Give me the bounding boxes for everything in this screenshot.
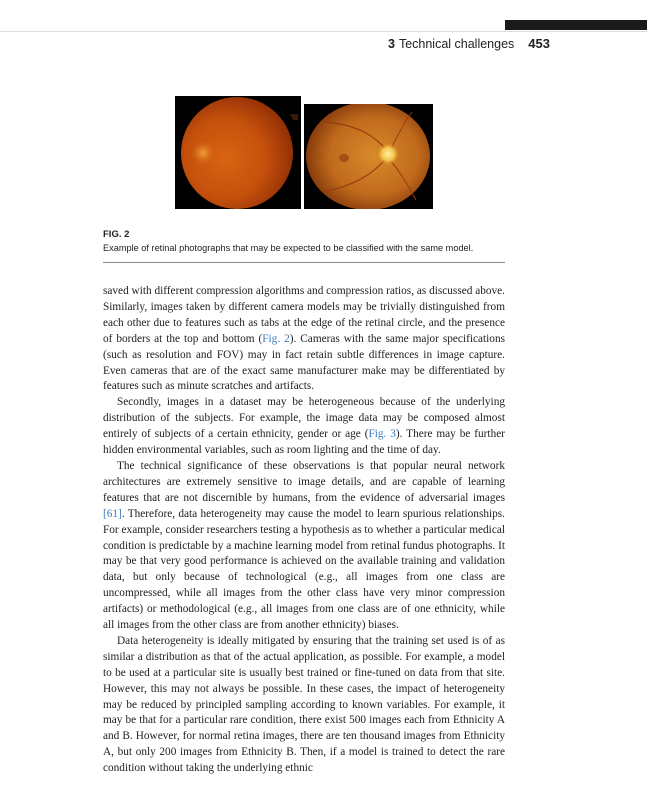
text-run: saved with different compression algorithms and compression ratios, as discussed above. Similarly, images taken by different camera models may be trivially distinguished from each other due to features such as tabs at the edge of the retinal circle, and the presence of borders at the top and bottom ( [103,285,505,345]
text-run: . Therefore, data heterogeneity may cause the model to learn spurious relationships. For example, consider researchers testing a hypothesis as to whether a particular medical condition is predictable by a machine learning model from retinal fundus photographs. It may be that very good performance is achieved on the available training and validation data, but only because of technological (e.g., all images from one class are uncompressed, while all images from the other class have very minor compression artifacts) or methodological (e.g., all images from one class are of one ethnicity, while all images from the other class are from another ethnicity) biases. [103,507,505,632]
text-run: ). There may be further hidden environmental variables, such as room lighting and the time of day. [103,428,505,457]
paragraph-2 [103,395,505,459]
caption-rule [103,262,505,263]
header-bar [505,20,647,30]
section-number: 3 [387,37,395,51]
body-text [103,284,505,777]
text-run: Secondly, images in a dataset may be heterogeneous because of the underlying distribution of the subjects. For example, the image data may be composed almost entirely of subjects of a certain ethnicity, gender or age ( [103,396,505,441]
figure-caption: Example of retinal photographs that may be expected to be classified with the same model. [103,243,474,253]
running-head [388,36,550,51]
retinal-photo-left [175,96,301,209]
header-rule [0,31,647,32]
paragraph-1 [103,284,505,395]
paragraph-3 [103,459,505,634]
text-run: ). Cameras with the same major specifications (such as resolution and FOV) may in fact retain subtle differences in image capture. Even cameras that are of the exact same manufacturer make may be differentiated by features such as minute scratches and artifacts. [103,332,505,393]
section-title: Technical challenges [398,37,515,51]
citation-link[interactable]: [61] [103,507,122,520]
text-run: Data heterogeneity is ideally mitigated by ensuring that the training set used is of as similar a distribution as that of the actual application, as possible. For example, a model to be used at a particular site is usually best trained or fine-tuned on data from that site. However, this may not always be possible. In these cases, the impact of heterogeneity may be reduced by principled sampling according to known variables. For example, it may be that for a particular rare condition, there exist 500 images each from Ethnicity A and B. However, for normal retina images, there are ten thousand images from Ethnicity A, but only 200 images from Ethnicity B. Then, if a model is trained to detect the rare condition without taking the underlying ethnic [103,634,505,775]
figure-reference-link[interactable]: Fig. 2 [262,332,290,345]
figure-reference-link[interactable]: Fig. 3 [368,428,396,441]
page-number: 453 [528,36,550,51]
paragraph-4 [103,634,505,777]
figure-label: FIG. 2 [103,229,130,240]
text-run: The technical significance of these observations is that popular neural network architectures are extremely sensitive to image details, and are capable of learning features that are not discernible by humans, from the evidence of adversarial images [103,459,505,504]
retinal-photo-right [304,104,433,209]
